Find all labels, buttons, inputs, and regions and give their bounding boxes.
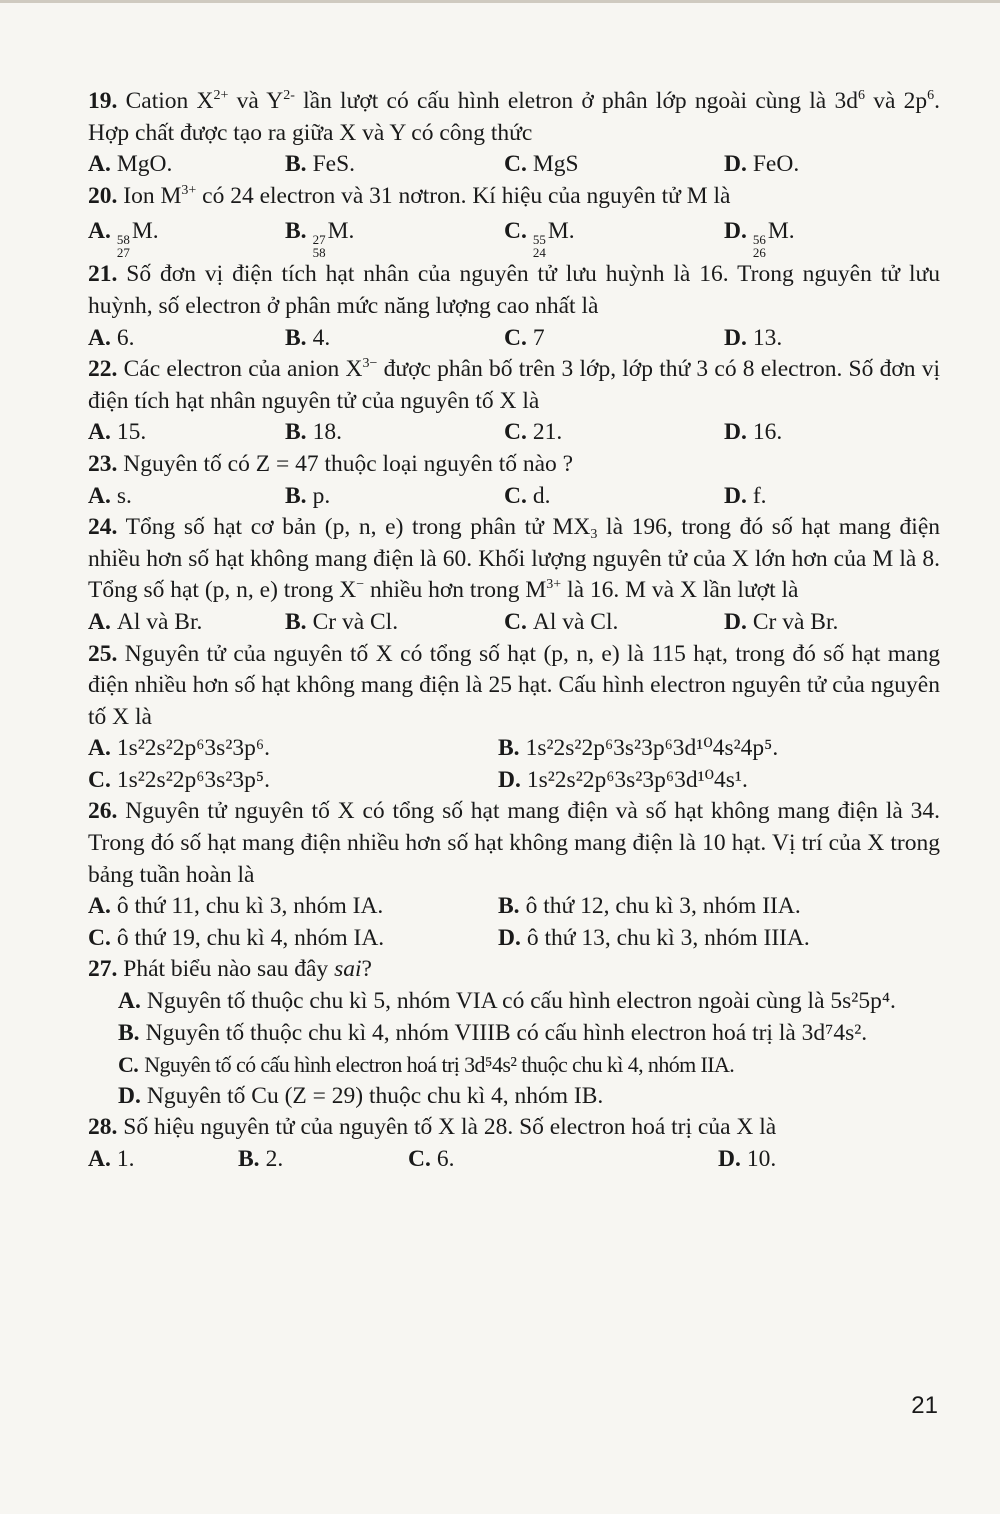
options-21 bbox=[88, 323, 940, 355]
option-a[interactable]: A. 58 27 M. bbox=[88, 218, 159, 261]
question-26: 26. Nguyên tử nguyên tố X có tổng số hạt mang điện và số hạt không mang điện là 34. Trong đó số hạt mang điện nhiều hơn số hạt không mang điện là 10 hạt. Vị trí của X trong bảng tuần hoàn là bbox=[88, 798, 940, 888]
option-b[interactable]: B. FeS. bbox=[285, 151, 356, 178]
option-b[interactable]: B. 4. bbox=[285, 324, 331, 351]
option-d[interactable]: D. f. bbox=[724, 482, 767, 509]
option-d[interactable]: D. FeO. bbox=[724, 151, 800, 178]
question-23: 23. Nguyên tố có Z = 47 thuộc loại nguyên tố nào ? bbox=[88, 450, 574, 477]
option-d[interactable]: D. 13. bbox=[724, 324, 783, 351]
options-22 bbox=[88, 417, 940, 449]
option-d[interactable]: D. ô thứ 13, chu kì 3, nhóm IIIA. bbox=[498, 924, 810, 951]
option-b[interactable]: B. Cr và Cl. bbox=[285, 608, 399, 635]
option-a[interactable]: A. 6. bbox=[88, 324, 135, 351]
options-28 bbox=[88, 1144, 940, 1176]
options-20 bbox=[88, 212, 940, 259]
options-26-row2 bbox=[88, 923, 940, 955]
question-20: 20. Ion $M^{3+}$ có 24 electron và 31 nơtron. Kí hiệu của nguyên tử M là bbox=[88, 182, 731, 209]
options-24 bbox=[88, 607, 940, 639]
option-a[interactable]: A. MgO. bbox=[88, 151, 173, 178]
question-24: 24. Tổng số hạt cơ bản (p, n, e) trong phân tử $MX_3$ là 196, trong đó số hạt mang điện nhiều hơn số hạt không mang điện là 60. Khối lượng nguyên tử của X lớn hơn của M là 8. Tổng số hạt (p, n, e) trong X− nhiều hơn trong $M^{3+}$ là 16. M và X lần lượt là bbox=[88, 514, 941, 604]
option-a[interactable]: A. Nguyên tố thuộc chu kì 5, nhóm VIA có cấu hình electron ngoài cùng là 5s²5p⁴. bbox=[118, 988, 896, 1015]
option-b[interactable]: B. 27 58 M. bbox=[285, 218, 355, 261]
option-c[interactable]: C. 1s²2s²2p⁶3s²3p⁵. bbox=[88, 766, 270, 793]
options-19 bbox=[88, 149, 940, 181]
option-a[interactable]: A. 15. bbox=[88, 419, 147, 446]
question-27: 27. Phát biểu nào sau đây sai? bbox=[88, 956, 372, 983]
option-c[interactable]: C. d. bbox=[504, 482, 551, 509]
nuclide-notation: 56 26 bbox=[752, 232, 766, 261]
page-number: 21 bbox=[911, 1392, 938, 1419]
options-25-row2 bbox=[88, 765, 940, 797]
options-25-row1 bbox=[88, 733, 940, 765]
option-d[interactable]: D. Cr và Br. bbox=[724, 608, 839, 635]
top-edge bbox=[0, 0, 1000, 3]
option-d[interactable]: D. 1s²2s²2p⁶3s²3p⁶3d¹⁰4s¹. bbox=[498, 766, 748, 793]
option-b[interactable]: B. 1s²2s²2p⁶3s²3p⁶3d¹⁰4s²4p⁵. bbox=[498, 735, 779, 762]
question-list bbox=[88, 86, 940, 1176]
option-c[interactable]: C. Nguyên tố có cấu hình electron hoá trị 3d⁵4s² thuộc chu kì 4, nhóm IIA. bbox=[118, 1052, 735, 1078]
option-a[interactable]: A. 1s²2s²2p⁶3s²3p⁶. bbox=[88, 735, 270, 762]
option-a[interactable]: A. 1. bbox=[88, 1146, 135, 1172]
option-a[interactable]: A. s. bbox=[88, 482, 132, 509]
option-c[interactable]: C. Al và Cl. bbox=[504, 608, 619, 635]
option-d[interactable]: D. 56 26 M. bbox=[724, 218, 795, 261]
option-d[interactable]: D. 10. bbox=[718, 1146, 777, 1172]
question-21: 21. Số đơn vị điện tích hạt nhân của nguyên tử lưu huỳnh là 16. Trong nguyên tử lưu huỳnh, số electron ở phân mức năng lượng cao nhất là bbox=[88, 261, 940, 319]
options-26-row1 bbox=[88, 891, 940, 923]
question-22: 22. Các electron của anion $X^{3-}$ được phân bố trên 3 lớp, lớp thứ 3 có 8 electron. Số đơn vị điện tích hạt nhân nguyên tử của nguyên tố X là bbox=[88, 356, 940, 414]
option-b[interactable]: B. 2. bbox=[238, 1146, 284, 1172]
nuclide-notation: 27 58 bbox=[312, 232, 326, 261]
option-b[interactable]: B. Nguyên tố thuộc chu kì 4, nhóm VIIIB có cấu hình electron hoá trị là 3d⁷4s². bbox=[118, 1019, 868, 1046]
option-c[interactable]: C. ô thứ 19, chu kì 4, nhóm IA. bbox=[88, 924, 385, 951]
option-b[interactable]: B. ô thứ 12, chu kì 3, nhóm IIA. bbox=[498, 893, 801, 920]
option-c[interactable]: C. 6. bbox=[408, 1146, 455, 1172]
question-25: 25. Nguyên tử của nguyên tố X có tổng số hạt (p, n, e) là 115 hạt, trong đó số hạt mang điện nhiều hơn số hạt không mang điện là 25 hạt. Cấu hình electron nguyên tử của nguyên tố X là bbox=[88, 640, 940, 730]
nuclide-notation: 58 27 bbox=[116, 232, 130, 261]
option-c[interactable]: C. 7 bbox=[504, 324, 545, 351]
option-b[interactable]: B. p. bbox=[285, 482, 331, 509]
question-28: 28. Số hiệu nguyên tử của nguyên tố X là 28. Số electron hoá trị của X là bbox=[88, 1114, 777, 1141]
option-d[interactable]: D. Nguyên tố Cu (Z = 29) thuộc chu kì 4, nhóm IB. bbox=[118, 1082, 604, 1109]
options-23 bbox=[88, 481, 940, 513]
option-b[interactable]: B. 18. bbox=[285, 419, 342, 446]
option-c[interactable]: C. MgS bbox=[504, 151, 579, 178]
option-c[interactable]: C. 21. bbox=[504, 419, 563, 446]
option-c[interactable]: C. 55 24 M. bbox=[504, 218, 575, 261]
option-a[interactable]: A. Al và Br. bbox=[88, 608, 203, 635]
option-a[interactable]: A. ô thứ 11, chu kì 3, nhóm IA. bbox=[88, 893, 384, 920]
option-d[interactable]: D. 16. bbox=[724, 419, 783, 446]
question-19: 19. Cation $X^{2+}$ và $Y^{2-}$ lần lượt có cấu hình eletron ở phân lớp ngoài cùng là $3d^6$ và $2p^6$. Hợp chất được tạo ra giữa X và Y có công thức bbox=[88, 88, 940, 146]
nuclide-notation: 55 24 bbox=[532, 232, 546, 261]
